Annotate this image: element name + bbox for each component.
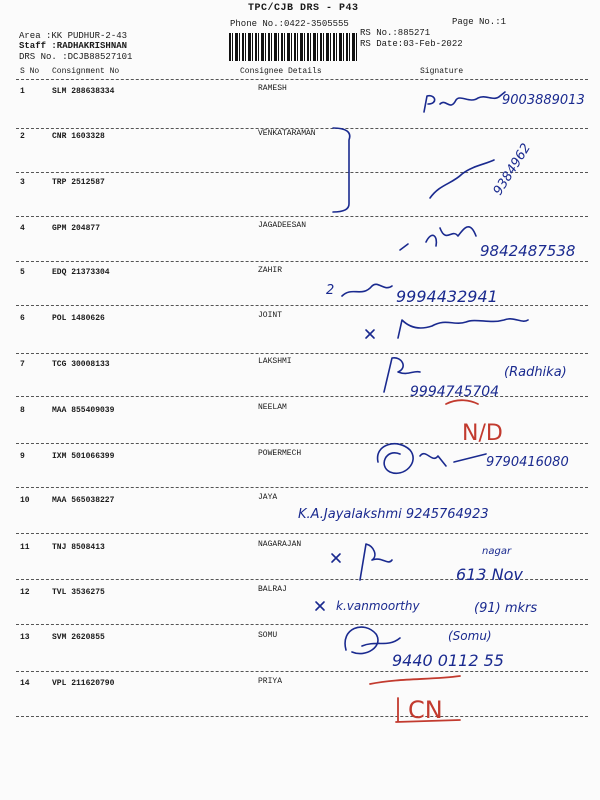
row-14-consignee: PRIYA: [258, 677, 283, 686]
page-number: Page No.:1: [452, 17, 507, 27]
row-1-consignee: RAMESH: [258, 84, 287, 93]
row-8-sno: 8: [20, 406, 25, 415]
row-9-sno: 9: [20, 452, 25, 461]
row-6-consignee: JOINT: [258, 311, 283, 320]
row-5-handwriting: 9994432941: [396, 287, 498, 306]
row-5-consignee: ZAHIR: [258, 266, 283, 275]
row-3-handwriting: 9384962: [490, 141, 535, 199]
row-1-handwriting: 9003889013: [502, 93, 585, 108]
row-14-sno: 14: [20, 679, 30, 688]
row-6-consignment: POL 1480626: [52, 314, 105, 323]
row-2-sno: 2: [20, 132, 25, 141]
cross-mark: [332, 554, 340, 562]
row-4-handwriting: 9842487538: [480, 242, 576, 260]
row-10-consignment: MAA 565038227: [52, 496, 115, 505]
row-10-consignee: JAYA: [258, 493, 278, 502]
row-7-sno: 7: [20, 360, 25, 369]
row-1-sno: 1: [20, 87, 25, 96]
signature-scribble: [345, 627, 400, 654]
row-5-sno: 5: [20, 268, 25, 277]
row-4-consignee: JAGADEESAN: [258, 221, 307, 230]
row-7-consignee: LAKSHMI: [258, 357, 292, 366]
row-11-consignee: NAGARAJAN: [258, 540, 302, 549]
drs-number: DRS No. :DCJB88527101: [19, 52, 133, 62]
row-12-consignee: BALRAJ: [258, 585, 287, 594]
arrow-mark: [454, 454, 486, 462]
signature-scribble: [342, 284, 392, 296]
row-6-sno: 6: [20, 314, 25, 323]
row-7-relation: (Radhika): [504, 365, 567, 380]
row-14-handwriting: CN: [408, 696, 443, 724]
row-2-consignee: VENKATARAMAN: [258, 129, 316, 138]
row-5-consignment: EDQ 21373304: [52, 268, 110, 277]
row-13-consignee: SOMU: [258, 631, 278, 640]
row-9-consignment: IXM 501066399: [52, 452, 115, 461]
bracket-mark: [333, 128, 350, 212]
area-label: Area :KK PUDHUR-2-43: [19, 31, 128, 41]
row-11-sno: 11: [20, 543, 30, 552]
row-7-consignment: TCG 30008133: [52, 360, 110, 369]
row-14-consignment: VPL 211620790: [52, 679, 115, 688]
red-mark: [446, 400, 478, 404]
signature-scribble: [430, 160, 494, 198]
row-12-consignment: TVL 3536275: [52, 588, 105, 597]
row-5-mark: 2: [326, 283, 335, 298]
cross-mark: [316, 602, 324, 610]
document-title: TPC/CJB DRS - P43: [248, 3, 359, 14]
row-4-sno: 4: [20, 224, 25, 233]
row-11-note: nagar: [482, 546, 512, 557]
column-header-consignee: Consignee Details: [240, 67, 322, 76]
rs-number: RS No.:885271: [360, 28, 431, 38]
signature-scribble: [400, 227, 476, 250]
column-header-signature: Signature: [420, 67, 464, 76]
column-header-sno: S No: [20, 67, 40, 76]
row-9-consignee: POWERMECH: [258, 449, 302, 458]
cross-mark: [366, 330, 374, 338]
signature-scribble: [360, 544, 392, 580]
row-13-sno: 13: [20, 633, 30, 642]
row-11-consignment: TNJ 8508413: [52, 543, 105, 552]
row-9-handwriting: 9790416080: [486, 455, 569, 470]
signature-scribble: [424, 92, 505, 112]
row-13-note: (Somu): [448, 629, 492, 643]
row-12-sno: 12: [20, 588, 30, 597]
row-13-handwriting: 9440 0112 55: [392, 651, 504, 670]
row-8-handwriting: N/D: [462, 421, 503, 446]
row-12-signature: k.vanmoorthy: [336, 599, 420, 613]
row-11-handwriting: 613 Nov: [456, 565, 523, 584]
staff-label: Staff :RADHAKRISHNAN: [19, 41, 128, 51]
row-8-consignee: NEELAM: [258, 403, 287, 412]
row-3-consignment: TRP 2512587: [52, 178, 105, 187]
row-10-sno: 10: [20, 496, 30, 505]
row-10-handwriting: K.A.Jayalakshmi 9245764923: [298, 507, 489, 522]
row-13-consignment: SVM 2620855: [52, 633, 105, 642]
row-8-consignment: MAA 855409039: [52, 406, 115, 415]
row-1-consignment: SLM 288638334: [52, 87, 115, 96]
column-header-consignment: Consignment No: [52, 67, 120, 76]
red-mark: [370, 676, 460, 684]
signature-scribble: [398, 319, 528, 338]
signature-scribble: [378, 444, 446, 474]
phone-number: Phone No.:0422-3505555: [230, 19, 349, 29]
row-2-consignment: CNR 1603328: [52, 132, 105, 141]
row-7-handwriting: 9994745704: [410, 384, 500, 400]
row-4-consignment: GPM 204877: [52, 224, 101, 233]
row-12-handwriting: (91) mkrs: [474, 601, 538, 616]
rs-date: RS Date:03-Feb-2022: [360, 39, 463, 49]
row-3-sno: 3: [20, 178, 25, 187]
